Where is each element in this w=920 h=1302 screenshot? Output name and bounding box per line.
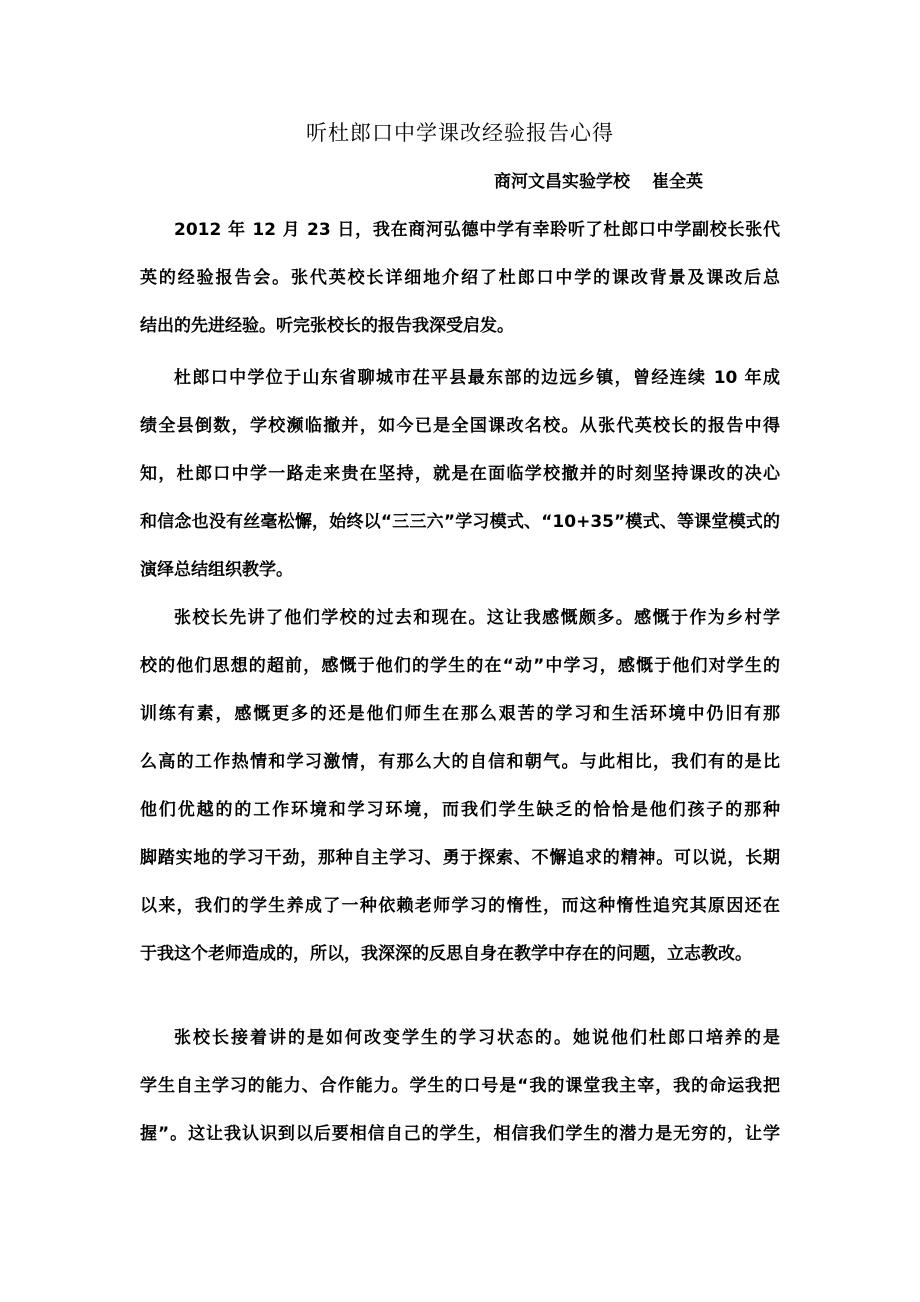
paragraph-line: 演绎总结组织教学。 (140, 560, 293, 580)
paragraph-4 (140, 1014, 780, 1158)
paragraph-line: 么高的工作热情和学习激情，有那么大的自信和朝气。与此相比，我们有的是比 (140, 752, 780, 772)
paragraph-line: 2012 年 12 月 23 日，我在商河弘德中学有幸聆听了杜郎口中学副校长张代 (174, 220, 780, 240)
paragraph-2 (140, 354, 780, 594)
paragraph-line: 学生自主学习的能力、合作能力。学生的口号是“我的课堂我主宰，我的命运我把 (140, 1076, 780, 1096)
paragraph-line: 脚踏实地的学习干劲，那种自主学习、勇于探索、不懈追求的精神。可以说，长期 (140, 848, 780, 868)
paragraph-line: 握”。这让我认识到以后要相信自己的学生，相信我们学生的潜力是无穷的，让学 (140, 1124, 780, 1144)
paragraph-line: 以来，我们的学生养成了一种依赖老师学习的惰性，而这种惰性追究其原因还在 (140, 896, 780, 916)
paragraph-line: 于我这个老师造成的，所以，我深深的反思自身在教学中存在的问题，立志教改。 (140, 944, 752, 964)
author-school: 商河文昌实验学校 (494, 172, 630, 192)
author-line (494, 168, 703, 196)
paragraph-line: 他们优越的的工作环境和学习环境，而我们学生缺乏的恰恰是他们孩子的那种 (140, 800, 780, 820)
paragraph-line: 杜郎口中学位于山东省聊城市茌平县最东部的边远乡镇，曾经连续 10 年成 (174, 368, 780, 388)
paragraph-line: 绩全县倒数，学校濒临撤并，如今已是全国课改名校。从张代英校长的报告中得 (140, 416, 780, 436)
author-name: 崔全英 (652, 172, 703, 192)
paragraph-line: 和信念也没有丝毫松懈，始终以“三三六”学习模式、“10+35”模式、等课堂模式的 (140, 512, 780, 532)
paragraph-1 (140, 206, 780, 350)
paragraph-line: 英的经验报告会。张代英校长详细地介绍了杜郎口中学的课改背景及课改后总 (140, 268, 780, 288)
paragraph-line: 张校长先讲了他们学校的过去和现在。这让我感慨颇多。感慨于作为乡村学 (174, 608, 780, 628)
paragraph-line: 知，杜郎口中学一路走来贵在坚持，就是在面临学校撤并的时刻坚持课改的决心 (140, 464, 780, 484)
paragraph-line: 结出的先进经验。听完张校长的报告我深受启发。 (140, 316, 514, 336)
paragraph-3 (140, 594, 780, 978)
paragraph-line: 训练有素，感慨更多的还是他们师生在那么艰苦的学习和生活环境中仍旧有那 (140, 704, 780, 724)
paragraph-line: 张校长接着讲的是如何改变学生的学习状态的。她说他们杜郎口培养的是 (174, 1028, 780, 1048)
paragraph-line: 校的他们思想的超前，感慨于他们的学生的在“动”中学习，感慨于他们对学生的 (140, 656, 780, 676)
document-title: 听杜郎口中学课改经验报告心得 (306, 121, 614, 145)
